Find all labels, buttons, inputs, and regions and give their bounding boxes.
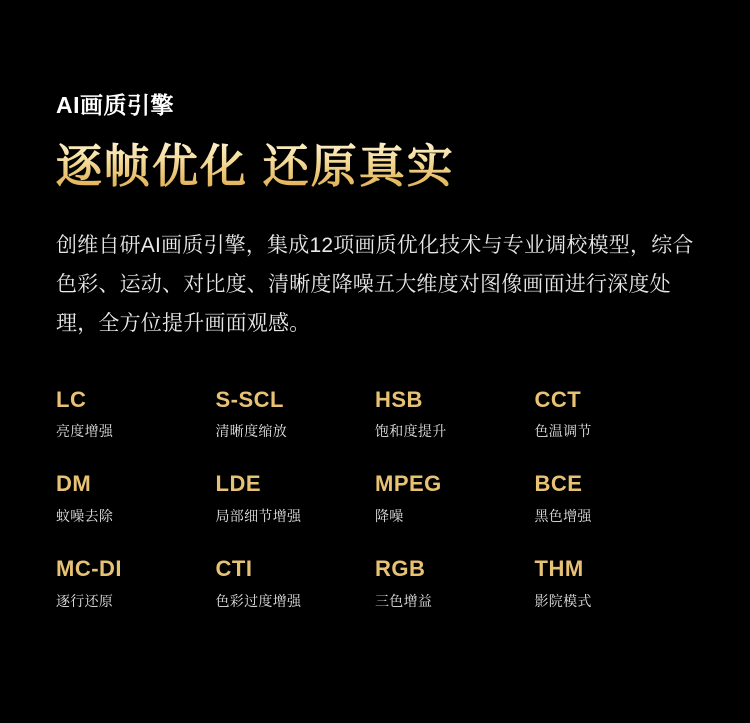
feature-code: CCT bbox=[534, 386, 582, 412]
feature-item bbox=[216, 386, 376, 441]
feature-description: 色温调节 bbox=[534, 423, 592, 440]
feature-code: DM bbox=[56, 471, 92, 497]
feature-item bbox=[535, 386, 695, 441]
feature-description: 三色增益 bbox=[375, 592, 433, 609]
feature-item bbox=[216, 470, 376, 525]
section-description: 创维自研AI画质引擎，集成12项画质优化技术与专业调校模型，综合色彩、运动、对比度、清晰度降噪五大维度对图像画面进行深度处理，全方位提升画面观感。 bbox=[56, 234, 694, 335]
feature-item bbox=[216, 555, 376, 610]
feature-item bbox=[535, 470, 695, 525]
feature-code: HSB bbox=[375, 386, 423, 412]
feature-item bbox=[56, 555, 216, 610]
headline-wrapper bbox=[56, 120, 694, 196]
feature-description: 亮度增强 bbox=[56, 423, 114, 440]
feature-description: 色彩过度增强 bbox=[215, 592, 302, 609]
feature-code: THM bbox=[534, 556, 584, 581]
feature-row bbox=[56, 470, 694, 525]
feature-code: LDE bbox=[215, 471, 261, 497]
feature-grid bbox=[56, 386, 694, 610]
feature-row bbox=[56, 386, 694, 441]
feature-code: CTI bbox=[215, 556, 253, 581]
feature-code: S-SCL bbox=[215, 386, 284, 412]
feature-code: MPEG bbox=[375, 471, 442, 497]
feature-description: 黑色增强 bbox=[534, 507, 592, 524]
page-title: 逐帧优化 还原真实 bbox=[56, 138, 455, 196]
feature-description: 饱和度提升 bbox=[375, 423, 447, 440]
feature-description: 逐行还原 bbox=[56, 592, 114, 609]
feature-description: 局部细节增强 bbox=[215, 507, 302, 524]
feature-description: 清晰度缩放 bbox=[215, 423, 287, 440]
feature-description: 降噪 bbox=[375, 507, 404, 524]
feature-code: BCE bbox=[534, 471, 583, 497]
feature-code: LC bbox=[56, 386, 87, 412]
feature-item bbox=[375, 386, 535, 441]
section-eyebrow: AI画质引擎 bbox=[56, 92, 174, 118]
feature-code: RGB bbox=[375, 556, 426, 581]
feature-description: 影院模式 bbox=[534, 592, 592, 609]
feature-item bbox=[535, 555, 695, 610]
feature-item bbox=[56, 470, 216, 525]
feature-item bbox=[56, 386, 216, 441]
feature-description: 蚊噪去除 bbox=[56, 507, 114, 524]
feature-row bbox=[56, 555, 694, 610]
feature-item bbox=[375, 555, 535, 610]
feature-code: MC-DI bbox=[56, 556, 123, 581]
feature-item bbox=[375, 470, 535, 525]
